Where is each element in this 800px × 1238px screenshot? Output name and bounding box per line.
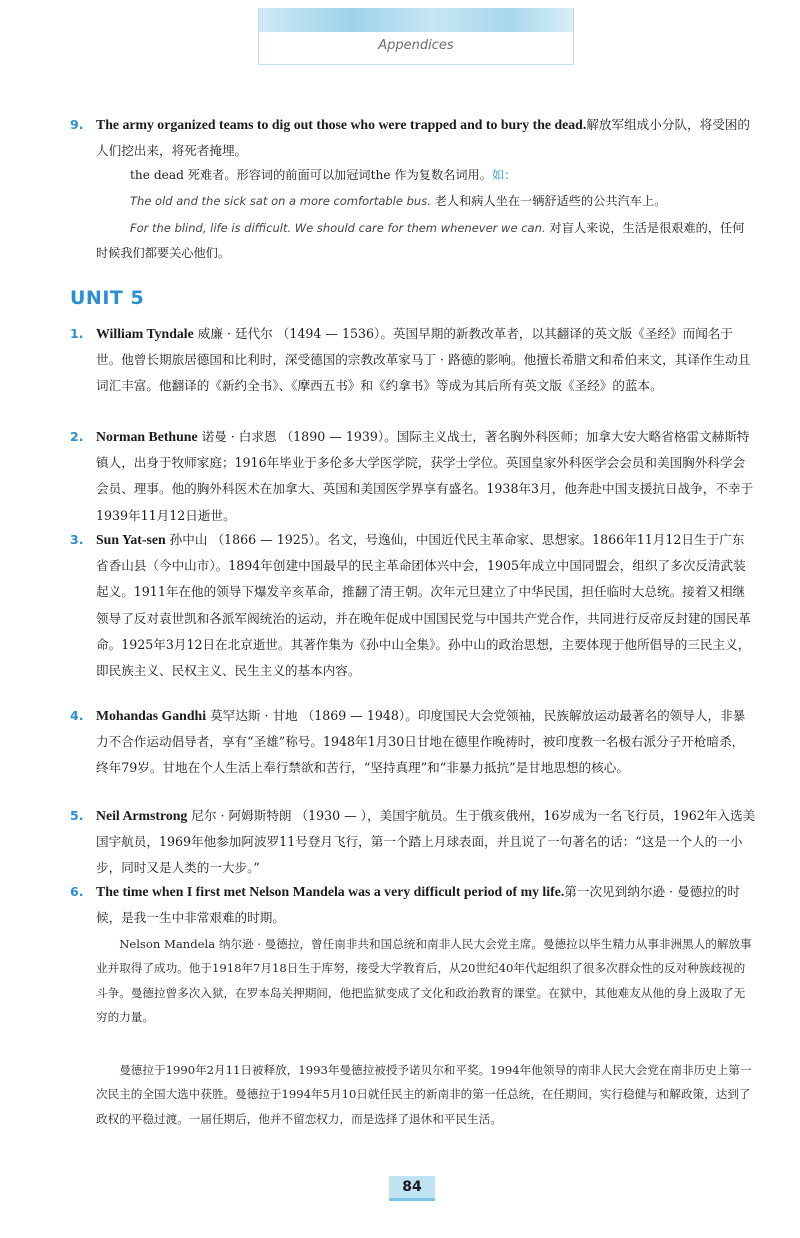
mandela-paragraph-2: 曼德拉于1990年2月11日被释放，1993年曼德拉被授予诺贝尔和平奖。1994年他领导的南非人民大会党在南非历史上第一次民主的全国大选中获胜。曼德拉于1994年5月10日就任民主的新南非的第一任总统，在任期间，实行稳健与和解政策，达到了政权的平稳过渡。一届任期后，他并不留恋权力，而是选择了退休和平民生活。 (96, 1063, 752, 1126)
item-body (96, 321, 756, 400)
example-1-chinese: 老人和病人坐在一辆舒适些的公共汽车上。 (434, 194, 667, 208)
item-body (96, 112, 756, 164)
example-1-english: The old and the sick sat on a more comfortable bus. (130, 194, 431, 208)
item-text: 莫罕达斯 · 甘地 （1869 — 1948）。印度国民大会党领袖，民族解放运动最著名的领导人，非暴力不合作运动倡导者，享有“圣雄”称号。1948年1月30日甘地在德里作晚祷时，被印度教一名极右派分子开枪暗杀，终年79岁。甘地在个人生活上奉行禁欲和苦行，“坚持真理”和“非暴力抵抗”是甘地思想的核心。 (96, 708, 746, 776)
note-text: the dead 死难者。形容词的前面可以加冠词the 作为复数名词用。 (130, 168, 492, 182)
item-number: 5. (70, 808, 84, 823)
note-item-1 (70, 321, 756, 400)
item-number: 2. (70, 429, 84, 444)
example-2-english: For the blind, life is difficult. We should care for them whenever we can. (130, 221, 546, 235)
item-lead-sentence: The army organized teams to dig out those who were trapped and to bury the dead. (96, 117, 587, 132)
note-explanation (130, 163, 756, 188)
running-header (258, 8, 574, 65)
item-name: William Tyndale (96, 326, 194, 341)
page-number-underline (389, 1198, 435, 1201)
header-title: Appendices (378, 38, 454, 53)
item-number: 3. (70, 532, 84, 547)
item-text: 诺曼 · 白求恩 （1890 — 1939）。国际主义战士，著名胸外科医师；加拿大安大略省格雷文赫斯特镇人，出身于牧师家庭；1916年毕业于多伦多大学医学院，获学士学位。英国皇家外科医学会会员和美国胸外科学会会员、理事。他的胸外科医术在加拿大、英国和美国医学界享有盛名。1938年3月，他奔赴中国支援抗日战争，不幸于1939年11月12日逝世。 (96, 429, 754, 523)
item-body (96, 803, 756, 882)
example-2-chinese: 对盲人来说，生活是很艰难的，任何时候我们都要关心他们。 (96, 221, 745, 260)
item-name: Neil Armstrong (96, 808, 188, 823)
mandela-paragraph-1: Nelson Mandela 纳尔逊 · 曼德拉，曾任南非共和国总统和南非人民大会党主席。曼德拉以毕生精力从事非洲黑人的解放事业并取得了成功。他于1918年7月18日生于库努，接受大学教育后，从20世纪40年代起组织了很多次群众性的反对种族歧视的斗争。曼德拉曾多次入狱，在罗本岛关押期间，他把监狱变成了文化和政治教育的课堂。在狱中，其他难友从他的身上汲取了无穷的力量。 (96, 937, 752, 1025)
item-body (96, 879, 756, 931)
item-text: 第一次见到纳尔逊 · 曼德拉的时候，是我一生中非常艰难的时期。 (96, 884, 740, 926)
item-name: The time when I first met Nelson Mandela was a very difficult period of my life. (96, 884, 565, 899)
note-item-4 (70, 703, 756, 782)
item-text: 孙中山 （1866 — 1925）。名文，号逸仙，中国近代民主革命家、思想家。1866年11月12日生于广东省香山县（今中山市）。1894年创建中国最早的民主革命团体兴中会，1905年成立中国同盟会，组织了多次反清武装起义。1911年在他的领导下爆发辛亥革命，推翻了清王朝。次年元旦建立了中华民国，担任临时大总统。接着又相继领导了反对袁世凯和各派军阀统治的运动，并在晚年促成中国国民党与中国共产党合作，共同进行反帝反封建的国民革命。1925年3月12日在北京逝世。其著作集为《孙中山全集》。孙中山的政治思想，主要体现于他所倡导的三民主义，即民族主义、民权主义、民生主义的基本内容。 (96, 532, 751, 679)
note-item-2 (70, 424, 756, 529)
page-number: 84 (389, 1176, 435, 1198)
item-name: Sun Yat-sen (96, 532, 166, 547)
note-item-9 (70, 112, 756, 164)
note-item-6 (70, 879, 756, 931)
item-body (96, 703, 756, 782)
note-item-5 (70, 803, 756, 882)
header-decoration-band (259, 8, 573, 32)
item-name: Mohandas Gandhi (96, 708, 207, 723)
item-number: 6. (70, 884, 84, 899)
item-name: Norman Bethune (96, 429, 198, 444)
item-number: 1. (70, 326, 84, 341)
item-text: 尼尔 · 阿姆斯特朗 （1930 — ），美国宇航员。生于俄亥俄州，16岁成为一名飞行员，1962年入选美国宇航员，1969年他参加阿波罗11号登月飞行，第一个踏上月球表面，并且说了一句著名的话：“这是一个人的一小步，同时又是人类的一大步。” (96, 808, 756, 876)
example-sentence-1 (130, 189, 756, 214)
item-body (96, 527, 756, 684)
item-text: 威廉 · 廷代尔 （1494 — 1536）。英国早期的新教改革者，以其翻译的英文版《圣经》而闻名于世。他曾长期旅居德国和比利时，深受德国的宗教改革家马丁 · 路德的影响。他擅长希腊文和希伯来文，其译作生动且词汇丰富。他翻译的《新约全书》、《摩西五书》和《约拿书》等成为其后所有英文版《圣经》的蓝本。 (96, 326, 751, 394)
item-lead-translation: 解放军组成小分队，将受困的人们挖出来，将死者掩埋。 (96, 117, 751, 159)
example-sentence-2 (96, 216, 756, 266)
item-body (96, 424, 756, 529)
unit-heading: UNIT 5 (70, 287, 145, 309)
note-item-3 (70, 527, 756, 684)
item-number: 4. (70, 708, 84, 723)
item-number: 9. (70, 117, 84, 132)
note-example-marker: 如： (491, 168, 517, 182)
